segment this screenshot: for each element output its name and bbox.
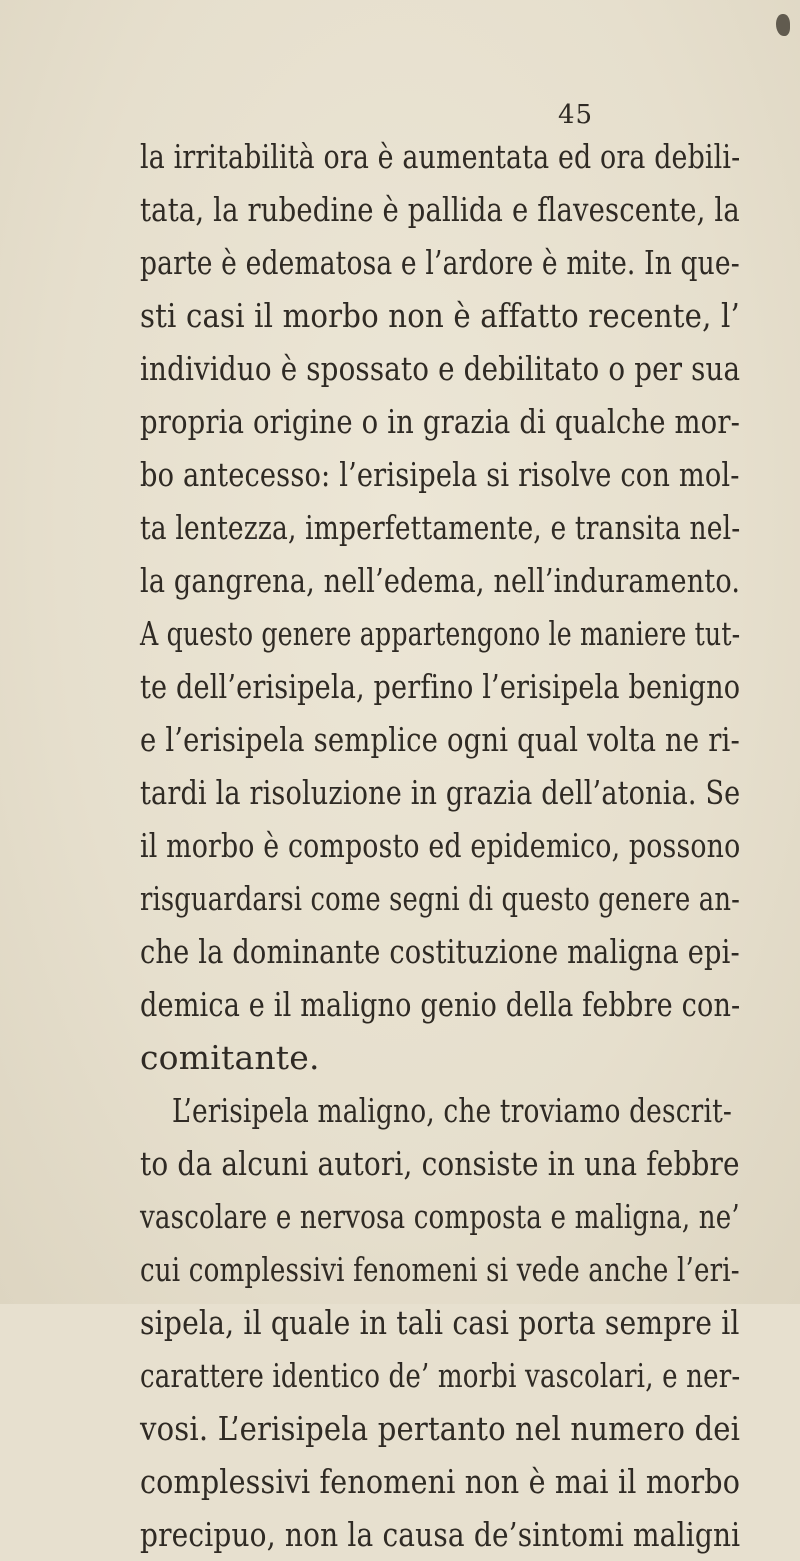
body-text	[140, 130, 740, 1561]
text-line: sipela, il quale in tali casi porta sempre il	[140, 1303, 740, 1342]
text-line: che la dominante costituzione maligna epi-	[140, 932, 740, 971]
text-line: tata, la rubedine è pallida e flavescente, la	[140, 190, 740, 229]
text-line: ta lentezza, imperfettamente, e transita nel-	[140, 508, 741, 547]
text-line: parte è edematosa e l’ardore è mite. In que-	[140, 243, 740, 282]
text-line: e l’erisipela semplice ogni qual volta ne ri-	[140, 720, 740, 759]
text-line: L’erisipela maligno, che troviamo descrit-	[172, 1091, 732, 1130]
text-line: cui complessivi fenomeni si vede anche l’eri-	[140, 1250, 740, 1289]
text-line: tardi la risoluzione in grazia dell’atonia. Se	[140, 773, 741, 812]
text-line: demica e il maligno genio della febbre con-	[140, 985, 741, 1024]
text-line: sti casi il morbo non è affatto recente, l’	[140, 296, 740, 335]
text-line: A questo genere appartengono le maniere tut-	[140, 614, 741, 653]
text-line: comitante.	[140, 1038, 320, 1077]
text-line: il morbo è composto ed epidemico, possono	[140, 826, 741, 865]
text-line: individuo è spossato e debilitato o per sua	[140, 349, 741, 388]
text-line: la irritabilità ora è aumentata ed ora debili-	[140, 137, 741, 176]
text-line: propria origine o in grazia di qualche mor-	[140, 402, 741, 441]
text-line: precipuo, non la causa de’sintomi maligni	[140, 1515, 741, 1554]
text-line: te dell’erisipela, perfino l’erisipela benigno	[140, 667, 741, 706]
text-line: carattere identico de’ morbi vascolari, e ner-	[140, 1356, 741, 1395]
page-number: 45	[558, 100, 594, 130]
text-line: vascolare e nervosa composta e maligna, ne’	[140, 1197, 740, 1236]
text-line: risguardarsi come segni di questo genere an-	[140, 879, 740, 918]
text-line: vosi. L’erisipela pertanto nel numero dei	[140, 1409, 741, 1448]
text-line: to da alcuni autori, consiste in una febbre	[140, 1144, 740, 1183]
text-line: la gangrena, nell’edema, nell’induramento.	[140, 561, 741, 600]
text-line: complessivi fenomeni non è mai il morbo	[140, 1462, 741, 1501]
text-line: bo antecesso: l’erisipela si risolve con mol-	[140, 455, 740, 494]
ink-spot	[776, 14, 790, 36]
